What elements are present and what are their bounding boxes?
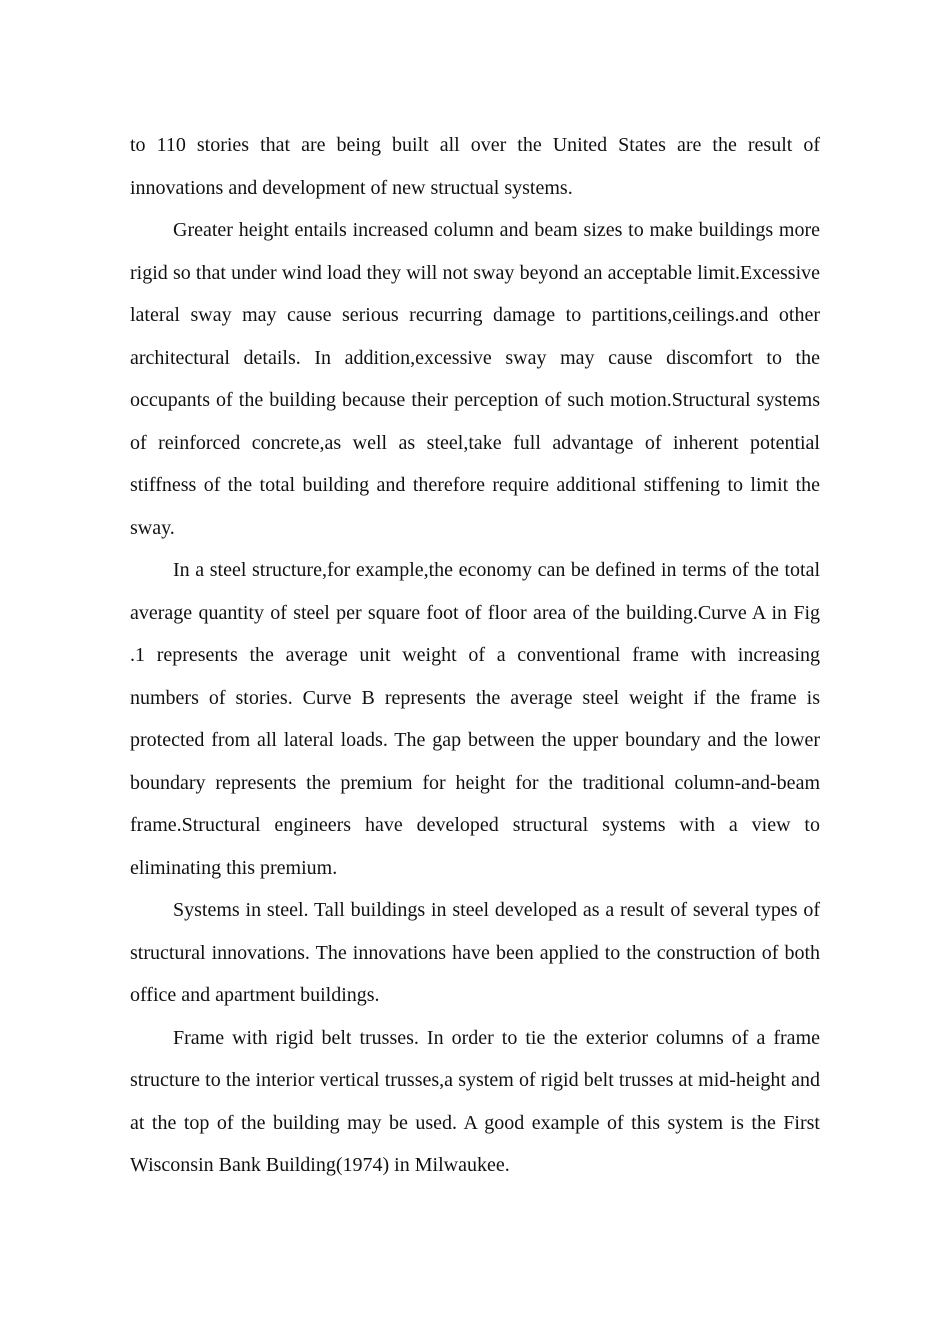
paragraph-steel-economy: In a steel structure,for example,the economy can be defined in terms of the total average quantity of steel per square foot of floor area of the building.Curve A in Fig .1 represents the average unit weight of a conventional frame with increasing numbers of stories. Curve B represents the average steel weight if the frame is protected from all lateral loads. The gap between the upper boundary and the lower boundary represents the premium for height for the traditional column-and-beam frame.Structural engineers have developed structural systems with a view to eliminating this premium. [130, 559, 820, 879]
paragraph-systems-in-steel: Systems in steel. Tall buildings in steel developed as a result of several types of structural innovations. The innovations have been applied to the construction of both office and apartment buildings. [130, 899, 820, 1006]
paragraph-belt-trusses: Frame with rigid belt trusses. In order to tie the exterior columns of a frame structure to the interior vertical trusses,a system of rigid belt trusses at mid-height and at the top of the building may be used. A good example of this system is the First Wisconsin Bank Building(1974) in Milwaukee. [130, 1026, 820, 1176]
paragraph-greater-height: Greater height entails increased column and beam sizes to make buildings more rigid so that under wind load they will not sway beyond an acceptable limit.Excessive lateral sway may cause serious recurring damage to partitions,ceilings.and other architectural details. In addition,excessive sway may cause discomfort to the occupants of the building because their perception of such motion.Structural systems of reinforced concrete,as well as steel,take full advantage of inherent potential stiffness of the total building and therefore require additional stiffening to limit the sway. [130, 219, 820, 539]
document-page [130, 124, 820, 1187]
paragraph-continuation: to 110 stories that are being built all over the United States are the result of innovations and development of new structual systems. [130, 134, 820, 199]
